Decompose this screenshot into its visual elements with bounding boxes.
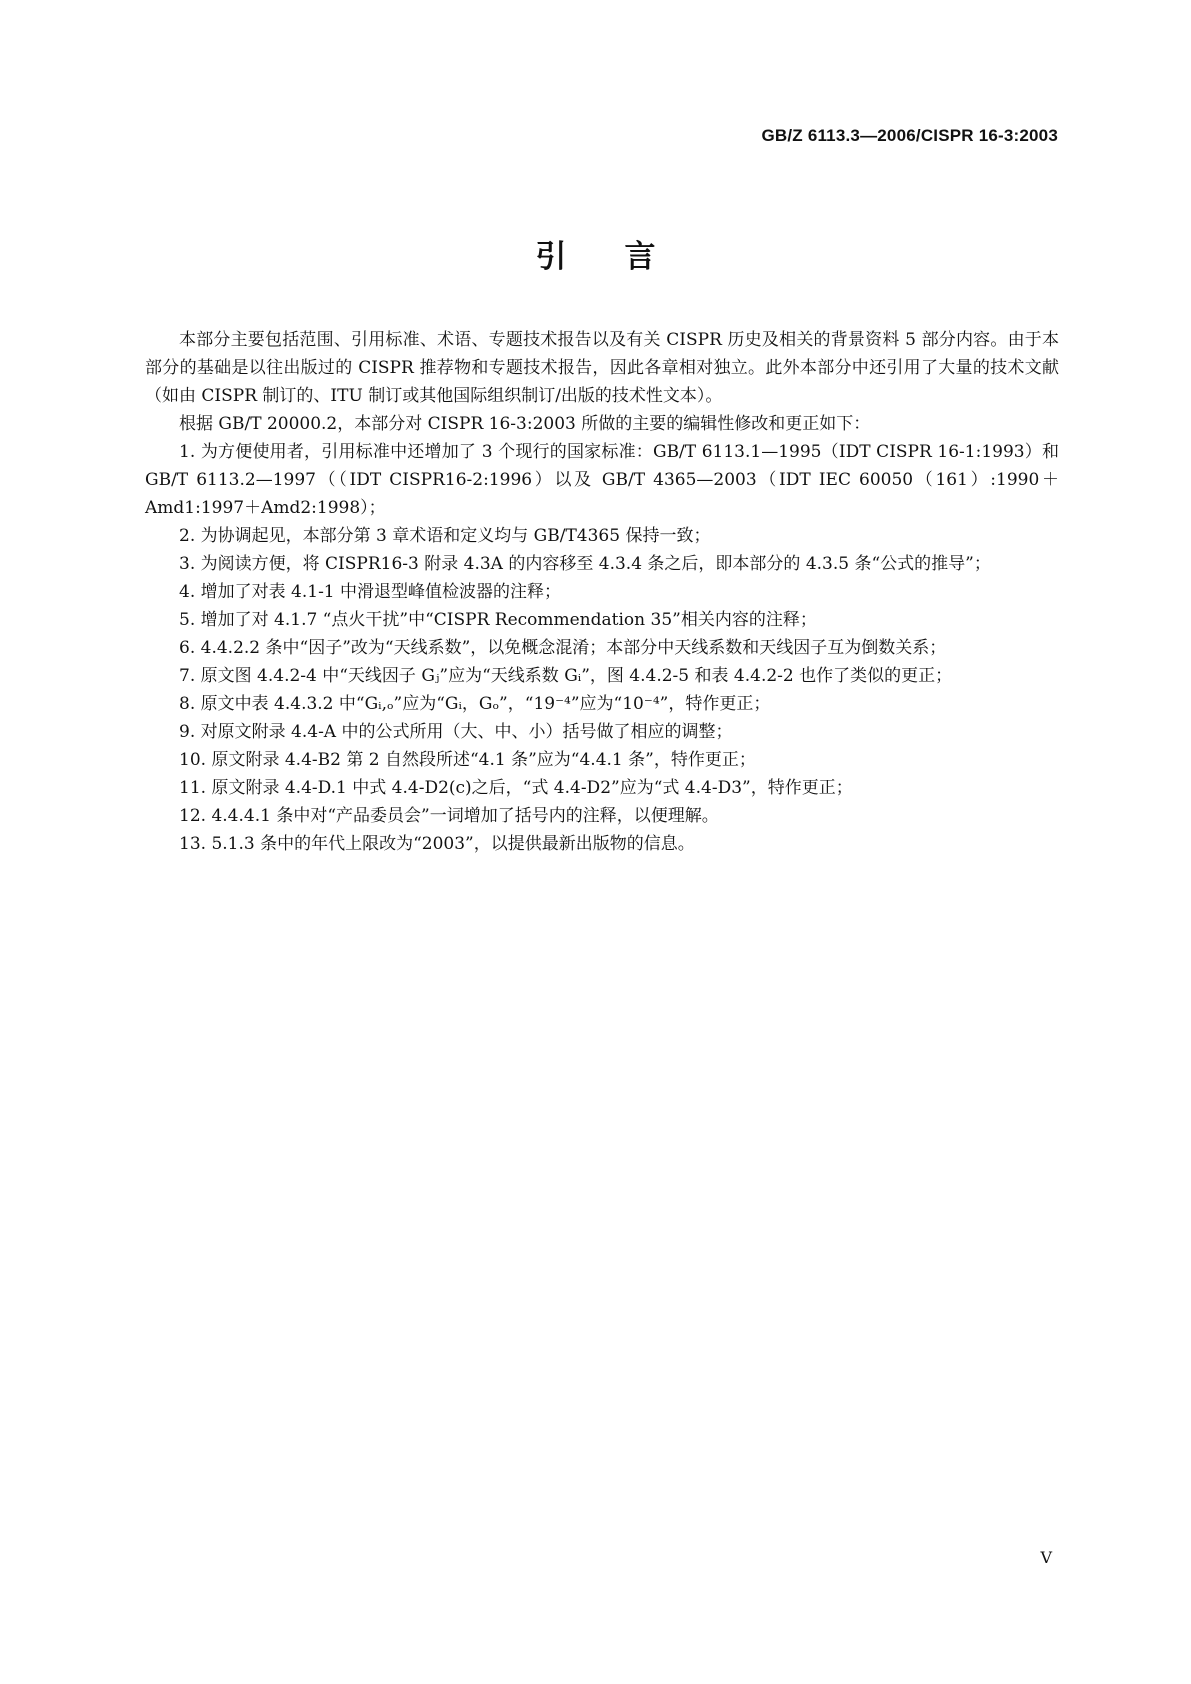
intro-paragraph: 根据 GB/T 20000.2，本部分对 CISPR 16-3:2003 所做的主要的编辑性修改和更正如下：	[179, 414, 871, 434]
standard-code-header: GB/Z 6113.3—2006/CISPR 16-3:2003	[761, 126, 1058, 145]
list-item: 6. 4.4.2.2 条中“因子”改为“天线系数”，以免概念混淆；本部分中天线系数和天线因子互为倒数关系；	[179, 638, 947, 658]
list-item: 3. 为阅读方便，将 CISPR16-3 附录 4.3A 的内容移至 4.3.4 条之后，即本部分的 4.3.5 条“公式的推导”；	[179, 554, 991, 574]
list-item: 5. 增加了对 4.1.7 “点火干扰”中“CISPR Recommendation 35”相关内容的注释；	[179, 610, 817, 630]
intro-paragraph: 本部分主要包括范围、引用标准、术语、专题技术报告以及有关 CISPR 历史及相关的背景资料 5 部分内容。由于本部分的基础是以往出版过的 CISPR 推荐物和专题技术报告，因此各章相对独立。此外本部分中还引用了大量的技术文献（如由 CISPR 制订的、ITU 制订或其他国际组织制订/出版的技术性文本）。	[145, 330, 1059, 406]
list-item: 8. 原文中表 4.4.3.2 中“Gᵢ,ₒ”应为“Gᵢ，Gₒ”，“19⁻⁴”应为“10⁻⁴”，特作更正；	[179, 694, 771, 714]
list-item: 9. 对原文附录 4.4-A 中的公式所用（大、中、小）括号做了相应的调整；	[179, 722, 733, 742]
list-item: 2. 为协调起见，本部分第 3 章术语和定义均与 GB/T4365 保持一致；	[179, 526, 711, 546]
list-item: 7. 原文图 4.4.2-4 中“天线因子 Gⱼ”应为“天线系数 Gᵢ”，图 4.4.2-5 和表 4.4.2-2 也作了类似的更正；	[179, 666, 953, 686]
document-body	[145, 326, 1059, 858]
list-item: 12. 4.4.4.1 条中对“产品委员会”一词增加了括号内的注释，以便理解。	[179, 806, 719, 826]
list-item: 4. 增加了对表 4.1-1 中滑退型峰值检波器的注释；	[179, 582, 562, 602]
list-item: 11. 原文附录 4.4-D.1 中式 4.4-D2(c)之后，“式 4.4-D2”应为“式 4.4-D3”，特作更正；	[179, 778, 853, 798]
page-number: V	[1040, 1548, 1052, 1567]
list-item: 13. 5.1.3 条中的年代上限改为“2003”，以提供最新出版物的信息。	[179, 834, 695, 854]
list-item: 10. 原文附录 4.4-B2 第 2 自然段所述“4.1 条”应为“4.4.1 条”，特作更正；	[179, 750, 756, 770]
page-title: 引言	[535, 239, 714, 275]
list-item: 1. 为方便使用者，引用标准中还增加了 3 个现行的国家标准：GB/T 6113.1—1995（IDT CISPR 16-1:1993）和 GB/T 6113.2—1997（（IDT CISPR16-2:1996）以及 GB/T 4365—2003（IDT IEC 60050（161）:1990＋Amd1:1997＋Amd2:1998）；	[145, 442, 1059, 518]
